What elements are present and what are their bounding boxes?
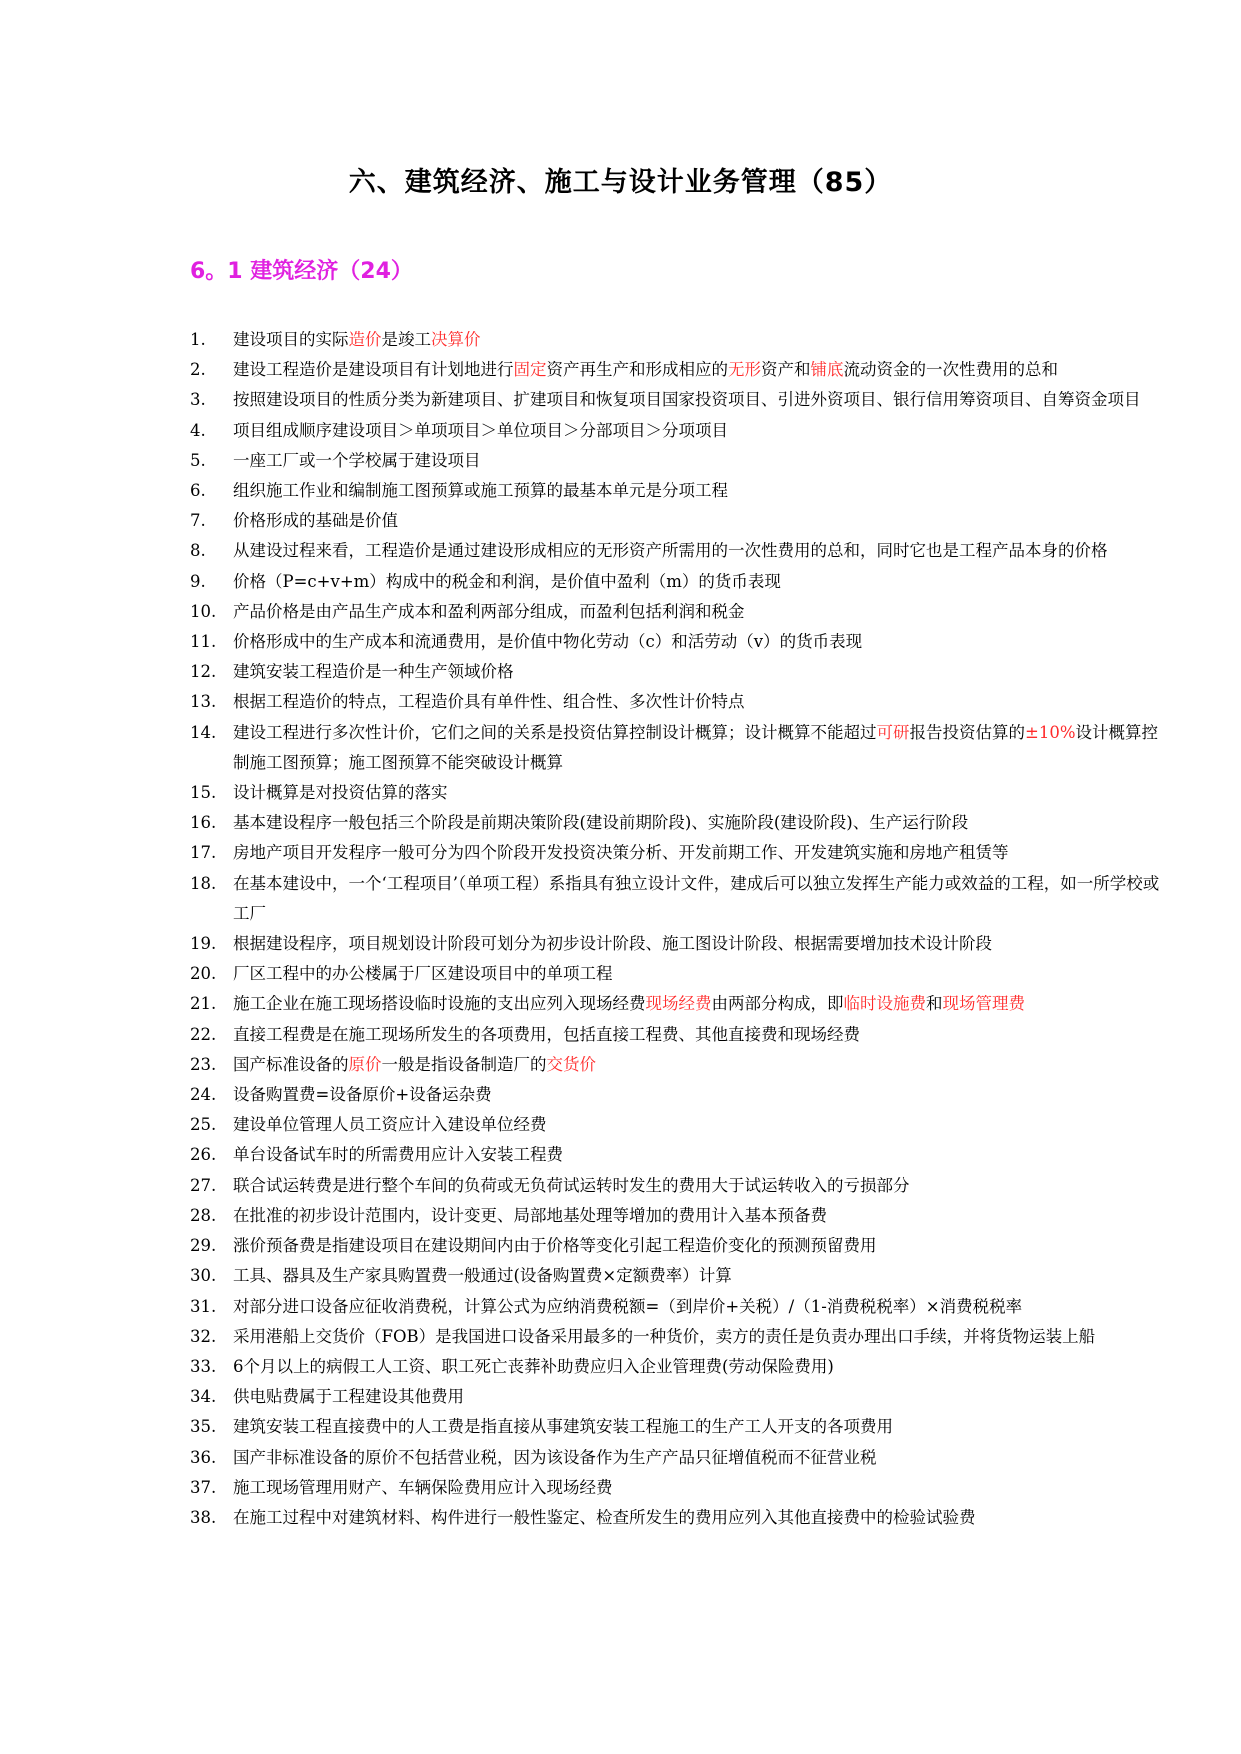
list-item-number: 16. xyxy=(190,813,217,833)
item-text: 在施工过程中对建筑材料、构件进行一般性鉴定、检查所发生的费用应列入其他直接费中的检验试验费 xyxy=(233,1507,976,1527)
list-item xyxy=(0,657,1241,687)
highlighted-text: 交货价 xyxy=(546,1054,596,1074)
list-item-number: 30. xyxy=(190,1266,217,1286)
section-heading: 6。1 建筑经济（24） xyxy=(190,259,413,284)
item-text: 项目组成顺序建设项目＞单项项目＞单位项目＞分部项目＞分项项目 xyxy=(233,420,728,440)
list-item xyxy=(0,1382,1241,1412)
item-text: 组织施工作业和编制施工图预算或施工预算的最基本单元是分项工程 xyxy=(233,481,728,501)
item-text: 直接工程费是在施工现场所发生的各项费用，包括直接工程费、其他直接费和现场经费 xyxy=(233,1024,860,1044)
item-text: 基本建设程序一般包括三个阶段是前期决策阶段(建设前期阶段)、实施阶段(建设阶段)、生产运行阶段 xyxy=(233,813,969,833)
list-item-number: 23. xyxy=(190,1054,217,1074)
list-item-number: 1. xyxy=(190,330,206,349)
item-text: 一座工厂或一个学校属于建设项目 xyxy=(233,450,481,470)
list-item xyxy=(0,1080,1241,1110)
list-item-number: 38. xyxy=(190,1507,217,1527)
item-text: 国产非标准设备的原价不包括营业税，因为该设备作为生产产品只征增值税而不征营业税 xyxy=(233,1447,877,1467)
item-list xyxy=(0,325,1241,1533)
list-item xyxy=(0,325,1241,355)
list-item xyxy=(0,808,1241,838)
item-text: 建设工程进行多次性计价，它们之间的关系是投资估算控制设计概算；设计概算不能超过 xyxy=(233,722,877,742)
item-text: 设计概算控制施工图预算；施工图预算不能突破设计概算 xyxy=(233,722,1158,772)
item-text: 资产和 xyxy=(761,360,811,380)
list-item-number: 18. xyxy=(190,873,217,893)
item-text: 建设工程造价是建设项目有计划地进行 xyxy=(233,360,514,380)
highlighted-text: 现场管理费 xyxy=(942,994,1025,1014)
list-item-number: 24. xyxy=(190,1085,217,1105)
list-item xyxy=(0,1352,1241,1382)
list-item-number: 14. xyxy=(190,722,217,742)
item-text: 设计概算是对投资估算的落实 xyxy=(233,783,448,803)
item-text: 建筑安装工程造价是一种生产领域价格 xyxy=(233,662,514,682)
list-item xyxy=(0,989,1241,1019)
list-item xyxy=(0,1261,1241,1291)
list-item-number: 7. xyxy=(190,511,206,531)
item-text: 产品价格是由产品生产成本和盈利两部分组成，而盈利包括利润和税金 xyxy=(233,601,745,621)
list-item-number: 10. xyxy=(190,601,217,621)
item-text: 工具、器具及生产家具购置费一般通过(设备购置费×定额费率）计算 xyxy=(233,1266,732,1286)
list-item xyxy=(0,869,1241,929)
list-item xyxy=(0,446,1241,476)
list-item-number: 20. xyxy=(190,964,217,984)
list-item xyxy=(0,1020,1241,1050)
list-item xyxy=(0,597,1241,627)
list-item-number: 33. xyxy=(190,1356,217,1376)
item-text: 由两部分构成，即 xyxy=(711,994,844,1014)
list-item-number: 36. xyxy=(190,1447,217,1467)
list-item xyxy=(0,718,1241,778)
list-item xyxy=(0,1443,1241,1473)
list-item-number: 3. xyxy=(190,390,206,410)
list-item xyxy=(0,476,1241,506)
highlighted-text: 铺底 xyxy=(810,360,844,380)
list-item-number: 27. xyxy=(190,1175,217,1195)
list-item xyxy=(0,1050,1241,1080)
list-item xyxy=(0,627,1241,657)
list-item xyxy=(0,1473,1241,1503)
list-item xyxy=(0,567,1241,597)
item-text: 价格形成的基础是价值 xyxy=(233,511,398,531)
list-item-number: 35. xyxy=(190,1417,217,1437)
list-item-number: 6. xyxy=(190,481,206,501)
item-text: 联合试运转费是进行整个车间的负荷或无负荷试运转时发生的费用大于试运转收入的亏损部分 xyxy=(233,1175,910,1195)
list-item-number: 12. xyxy=(190,662,217,682)
list-item-number: 17. xyxy=(190,843,217,863)
list-item-number: 32. xyxy=(190,1326,217,1346)
list-item-number: 28. xyxy=(190,1205,217,1225)
highlighted-text: 造价 xyxy=(348,330,382,349)
highlighted-text: 固定 xyxy=(513,360,547,380)
item-text: 资产再生产和形成相应的 xyxy=(546,360,728,380)
item-text: 对部分进口设备应征收消费税，计算公式为应纳消费税额=（到岸价+关税）/（1-消费税税率）×消费税税率 xyxy=(233,1296,1023,1316)
item-text: 在批准的初步设计范围内，设计变更、局部地基处理等增加的费用计入基本预备费 xyxy=(233,1205,827,1225)
list-item xyxy=(0,506,1241,536)
item-text: 价格形成中的生产成本和流通费用，是价值中物化劳动（c）和活劳动（v）的货币表现 xyxy=(233,632,863,652)
item-text: 设备购置费=设备原价+设备运杂费 xyxy=(233,1085,492,1105)
list-item xyxy=(0,1503,1241,1533)
list-item xyxy=(0,1292,1241,1322)
list-item-number: 22. xyxy=(190,1024,217,1044)
highlighted-text: 现场经费 xyxy=(645,994,712,1014)
list-item xyxy=(0,385,1241,415)
item-text: 根据建设程序，项目规划设计阶段可划分为初步设计阶段、施工图设计阶段、根据需要增加技术设计阶段 xyxy=(233,934,992,954)
list-item xyxy=(0,536,1241,566)
item-text: 建筑安装工程直接费中的人工费是指直接从事建筑安装工程施工的生产工人开支的各项费用 xyxy=(233,1417,893,1437)
highlighted-text: 临时设施费 xyxy=(843,994,926,1014)
item-text: 施工企业在施工现场搭设临时设施的支出应列入现场经费 xyxy=(233,994,646,1014)
list-item xyxy=(0,687,1241,717)
list-item xyxy=(0,838,1241,868)
list-item-number: 5. xyxy=(190,450,206,470)
list-item-number: 9. xyxy=(190,571,206,591)
list-item-number: 34. xyxy=(190,1387,217,1407)
list-item-number: 37. xyxy=(190,1477,217,1497)
list-item xyxy=(0,1140,1241,1170)
list-item xyxy=(0,1322,1241,1352)
item-text: 一般是指设备制造厂的 xyxy=(381,1054,547,1074)
list-item xyxy=(0,778,1241,808)
list-item xyxy=(0,929,1241,959)
item-text: 施工现场管理用财产、车辆保险费用应计入现场经费 xyxy=(233,1477,613,1497)
list-item-number: 15. xyxy=(190,783,217,803)
list-item-number: 31. xyxy=(190,1296,217,1316)
list-item-number: 4. xyxy=(190,420,206,440)
item-text: 厂区工程中的办公楼属于厂区建设项目中的单项工程 xyxy=(233,964,613,984)
highlighted-text: 原价 xyxy=(348,1054,382,1074)
item-text: 价格（P=c+v+m）构成中的税金和利润，是价值中盈利（m）的货币表现 xyxy=(233,571,781,591)
item-text: 房地产项目开发程序一般可分为四个阶段开发投资决策分析、开发前期工作、开发建筑实施和房地产租赁等 xyxy=(233,843,1009,863)
list-item-number: 2. xyxy=(190,360,206,380)
item-text: 按照建设项目的性质分类为新建项目、扩建项目和恢复项目国家投资项目、引进外资项目、银行信用筹资项目、自筹资金项目 xyxy=(233,390,1141,410)
page-title: 六、建筑经济、施工与设计业务管理（85） xyxy=(348,167,893,198)
item-text: 国产标准设备的 xyxy=(233,1054,349,1074)
list-item xyxy=(0,1231,1241,1261)
item-text: 根据工程造价的特点，工程造价具有单件性、组合性、多次性计价特点 xyxy=(233,692,745,712)
item-text: 涨价预备费是指建设项目在建设期间内由于价格等变化引起工程造价变化的预测预留费用 xyxy=(233,1236,877,1256)
item-text: 建设单位管理人员工资应计入建设单位经费 xyxy=(233,1115,547,1135)
list-item-number: 11. xyxy=(190,632,217,652)
item-text: 采用港船上交货价（FOB）是我国进口设备采用最多的一种货价，卖方的责任是负责办理出口手续，并将货物运装上船 xyxy=(233,1326,1096,1346)
highlighted-text: 无形 xyxy=(728,360,761,380)
list-item-number: 19. xyxy=(190,934,217,954)
list-item-number: 29. xyxy=(190,1236,217,1256)
item-text: 从建设过程来看，工程造价是通过建设形成相应的无形资产所需用的一次性费用的总和，同时它也是工程产品本身的价格 xyxy=(233,541,1108,561)
list-item xyxy=(0,1412,1241,1442)
list-item-number: 13. xyxy=(190,692,217,712)
item-text: 单台设备试车时的所需费用应计入安装工程费 xyxy=(233,1145,563,1165)
item-text: 6个月以上的病假工人工资、职工死亡丧葬补助费应归入企业管理费(劳动保险费用) xyxy=(233,1356,834,1376)
list-item-number: 21. xyxy=(190,994,217,1014)
list-item-number: 8. xyxy=(190,541,206,561)
item-text: 是竣工 xyxy=(381,330,431,349)
item-text: 流动资金的一次性费用的总和 xyxy=(843,360,1058,380)
list-item xyxy=(0,416,1241,446)
list-item xyxy=(0,1171,1241,1201)
item-text: 建设项目的实际 xyxy=(233,330,349,349)
list-item xyxy=(0,1110,1241,1140)
list-item xyxy=(0,1201,1241,1231)
item-text: 和 xyxy=(926,994,943,1014)
highlighted-text: 决算价 xyxy=(431,330,481,349)
item-text: 报告投资估算的 xyxy=(909,722,1025,742)
item-text: 在基本建设中，一个‘工程项目’（单项工程）系指具有独立设计文件，建成后可以独立发挥生产能力或效益的工程，如一所学校或工厂 xyxy=(233,873,1160,923)
list-item xyxy=(0,355,1241,385)
list-item xyxy=(0,959,1241,989)
highlighted-text: 可研 xyxy=(876,722,910,742)
list-item-number: 26. xyxy=(190,1145,217,1165)
item-text: 供电贴费属于工程建设其他费用 xyxy=(233,1387,464,1407)
list-item-number: 25. xyxy=(190,1115,217,1135)
highlighted-text: ±10% xyxy=(1025,722,1076,742)
